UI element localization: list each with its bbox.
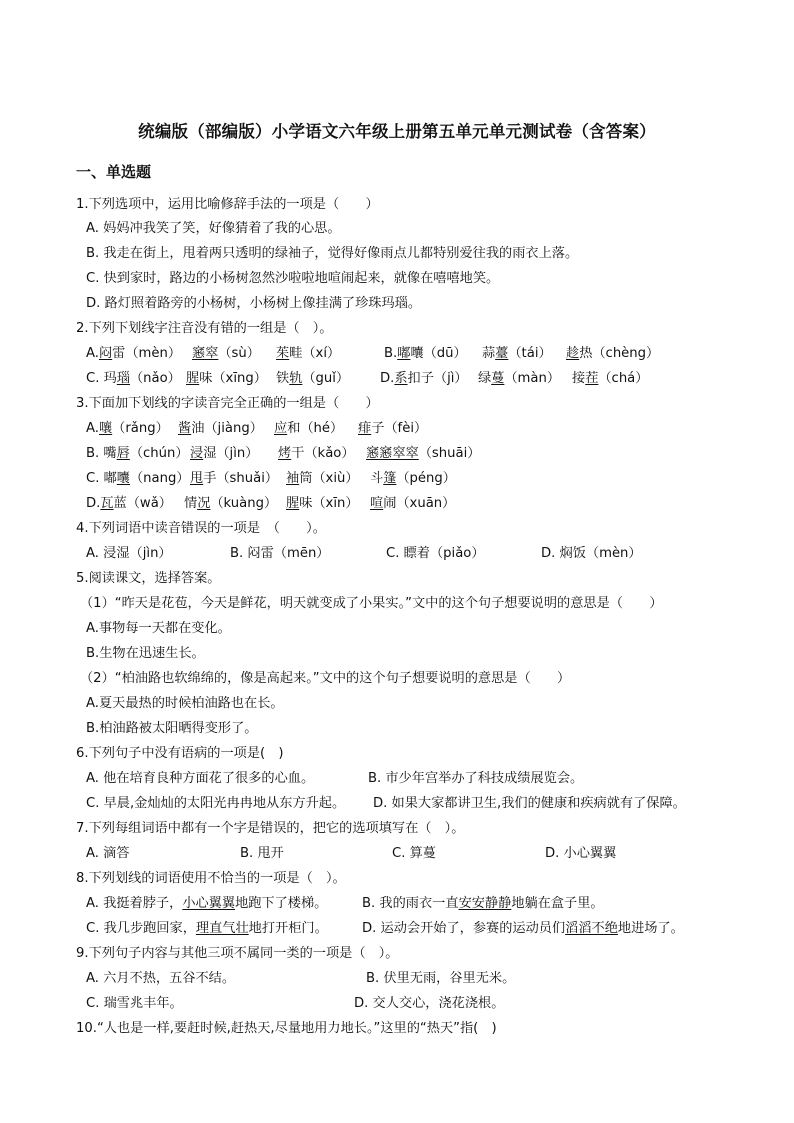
question-1-option-d: D. 路灯照着路旁的小杨树，小杨树上像挂满了珍珠玛瑙。 bbox=[86, 296, 422, 311]
question-8-option-a: A. 我挺着脖子，小心翼翼地跑下了楼梯。 bbox=[86, 896, 328, 911]
question-2-option-c: C. 玛瑙（nǎo） bbox=[86, 371, 181, 386]
question-9-stem: 9.下列句子内容与其他三项不属同一类的一项是（ ）。 bbox=[76, 946, 399, 961]
question-2-stem: 2.下列下划线字注音没有错的一组是（ ）。 bbox=[76, 321, 333, 336]
question-4-option-d: D. 焖饭（mèn） bbox=[541, 546, 642, 561]
question-6-option-a: A. 他在培育良种方面花了很多的心血。 bbox=[86, 771, 315, 786]
question-1-option-a: A. 妈妈冲我笑了笑，好像猜着了我的心思。 bbox=[86, 221, 341, 236]
question-2-option-d: D.系扣子（jì） bbox=[380, 371, 468, 386]
question-9-option-a: A. 六月不热，五谷不结。 bbox=[86, 971, 236, 986]
question-2-row-2: C. 玛瑙（nǎo） 腥味（xīng） 铁轨（guǐ） D.系扣子（jì） 绿蔓（màn） 接茬（chá） bbox=[86, 371, 649, 386]
question-5-sub-2-option-b: B.柏油路被太阳晒得变形了。 bbox=[86, 721, 258, 736]
question-8-stem: 8.下列划线的词语使用不恰当的一项是（ ）。 bbox=[76, 871, 346, 886]
question-1-option-b: B. 我走在街上，甩着两只透明的绿袖子，觉得好像雨点儿都特别爱往我的雨衣上落。 bbox=[86, 246, 579, 261]
question-6-stem: 6.下列句子中没有语病的一项是( ) bbox=[76, 746, 284, 761]
question-3-option-c: C. 嘟囔（nang） 甩手（shuǎi） 袖筒（xiù） 斗篷（péng） bbox=[86, 471, 456, 486]
question-3-option-d: D.瓦蓝（wǎ） 情况（kuàng） 腥味（xīn） 喧闹（xuān） bbox=[86, 496, 456, 511]
question-8-option-d: D. 运动会开始了，参赛的运动员们滔滔不绝地进场了。 bbox=[362, 921, 684, 936]
question-3-stem: 3.下面加下划线的字读音完全正确的一组是（ ） bbox=[76, 396, 379, 411]
question-1-option-c: C. 快到家时，路边的小杨树忽然沙啦啦地喧闹起来，就像在嘻嘻地笑。 bbox=[86, 271, 500, 286]
question-7-option-d: D. 小心翼翼 bbox=[545, 846, 617, 861]
question-2-option-a: A.闷雷（mèn） bbox=[86, 346, 182, 361]
question-4-option-b: B. 闷雷（mēn） bbox=[230, 546, 330, 561]
question-10-stem: 10.“人也是一样,要赶时候,赶热天,尽量地用力地长。”这里的“热天”指( ) bbox=[76, 1021, 497, 1036]
question-4-option-c: C. 瞟着（piǎo） bbox=[386, 546, 485, 561]
question-4-option-a: A. 浸湿（jìn） bbox=[86, 546, 172, 561]
question-3-option-a: A.嚷（rǎng） 酱油（jiàng） 应和（hé） 痱子（fèi） bbox=[86, 421, 428, 436]
question-5-sub-2: （2）“柏油路也软绵绵的，像是高起来。”文中的这个句子想要说明的意思是（ ） bbox=[80, 671, 571, 686]
question-4-stem: 4.下列词语中读音错误的一项是 （ ）。 bbox=[76, 521, 326, 536]
question-9-option-d: D. 交人交心，浇花浇根。 bbox=[354, 996, 505, 1011]
question-6-option-b: B. 市少年宫举办了科技成绩展览会。 bbox=[368, 771, 584, 786]
question-5-sub-1-option-b: B.生物在迅速生长。 bbox=[86, 646, 205, 661]
question-7-option-b: B. 甩开 bbox=[240, 846, 284, 861]
question-8-option-c: C. 我几步跑回家，理直气壮地打开柜门。 bbox=[86, 921, 328, 936]
question-6-option-c: C. 早晨,金灿灿的太阳光冉冉地从东方升起。 bbox=[86, 796, 346, 811]
question-5-stem: 5.阅读课文，选择答案。 bbox=[76, 571, 221, 586]
question-2-row-1: A.闷雷（mèn） 窸窣（sù） 茱畦（xí） B.嘟囔（dū） 蒜薹（tái） 趁热（chèng） bbox=[86, 346, 660, 361]
question-8-option-b: B. 我的雨衣一直安安静静地躺在盒子里。 bbox=[362, 896, 604, 911]
question-5-sub-2-option-a: A.夏天最热的时候柏油路也在长。 bbox=[86, 696, 284, 711]
question-1-stem: 1.下列选项中，运用比喻修辞手法的一项是（ ） bbox=[76, 197, 379, 212]
question-5-sub-1: （1）“昨天是花苞，今天是鲜花，明天就变成了小果实。”文中的这个句子想要说明的意思是（ ） bbox=[80, 596, 663, 611]
question-7-option-c: C. 算蔓 bbox=[392, 846, 436, 861]
question-5-sub-1-option-a: A.事物每一天都在变化。 bbox=[86, 621, 231, 636]
question-7-option-a: A. 滴答 bbox=[86, 846, 130, 861]
question-7-stem: 7.下列每组词语中都有一个字是错误的，把它的选项填写在（ ）。 bbox=[76, 821, 465, 836]
question-9-option-b: B. 伏里无雨，谷里无米。 bbox=[366, 971, 516, 986]
question-3-option-b: B. 嘴唇（chún） 浸湿（jìn） 烤干（kǎo） 窸窸窣窣（shuāi） bbox=[86, 446, 481, 461]
question-9-option-c: C. 瑞雪兆丰年。 bbox=[86, 996, 183, 1011]
question-2-option-b: B.嘟囔（dū） bbox=[384, 346, 467, 361]
question-6-option-d: D. 如果大家都讲卫生,我们的健康和疾病就有了保障。 bbox=[373, 796, 686, 811]
section-heading: 一、单选题 bbox=[76, 163, 152, 181]
page-title: 统编版（部编版）小学语文六年级上册第五单元单元测试卷（含答案） bbox=[138, 122, 656, 141]
